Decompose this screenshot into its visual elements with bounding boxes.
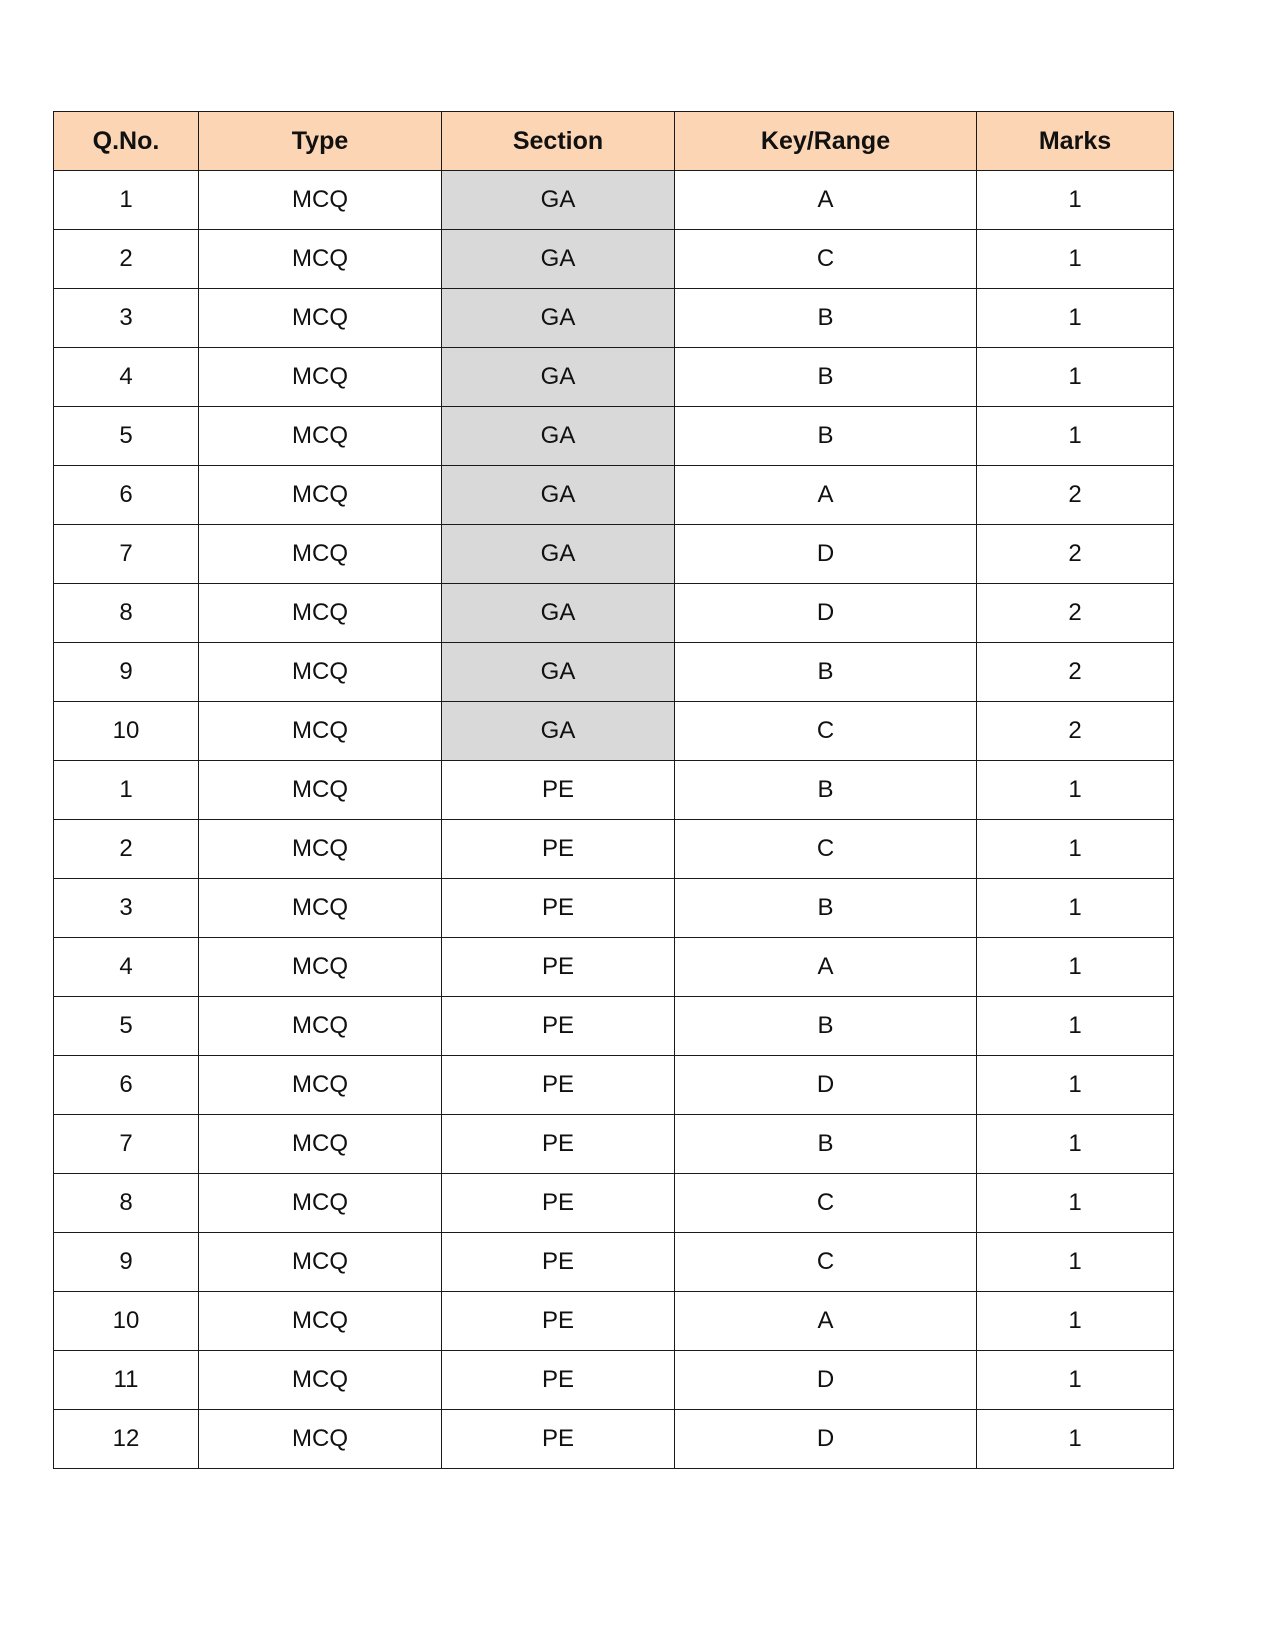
table-row (54, 1056, 1174, 1115)
cell-type: MCQ (199, 1233, 442, 1292)
table-row (54, 1233, 1174, 1292)
header-type: Type (199, 112, 442, 171)
cell-type: MCQ (199, 820, 442, 879)
table-row (54, 525, 1174, 584)
cell-marks: 1 (977, 1292, 1174, 1351)
cell-type: MCQ (199, 525, 442, 584)
cell-qno: 9 (54, 643, 199, 702)
table-header-row (54, 112, 1174, 171)
header-qno: Q.No. (54, 112, 199, 171)
cell-marks: 1 (977, 171, 1174, 230)
cell-key: B (675, 997, 977, 1056)
cell-type: MCQ (199, 289, 442, 348)
cell-type: MCQ (199, 466, 442, 525)
cell-section: PE (442, 1115, 675, 1174)
cell-qno: 3 (54, 879, 199, 938)
table-row (54, 1174, 1174, 1233)
cell-section: PE (442, 1410, 675, 1469)
table-row (54, 407, 1174, 466)
cell-key: C (675, 702, 977, 761)
answer-key-table (53, 111, 1174, 1469)
cell-type: MCQ (199, 643, 442, 702)
cell-marks: 1 (977, 407, 1174, 466)
cell-section: GA (442, 171, 675, 230)
header-section: Section (442, 112, 675, 171)
cell-type: MCQ (199, 230, 442, 289)
cell-qno: 2 (54, 230, 199, 289)
cell-type: MCQ (199, 171, 442, 230)
cell-section: GA (442, 230, 675, 289)
cell-marks: 1 (977, 230, 1174, 289)
cell-key: D (675, 1351, 977, 1410)
cell-marks: 1 (977, 1056, 1174, 1115)
table-row (54, 879, 1174, 938)
cell-qno: 7 (54, 1115, 199, 1174)
cell-key: B (675, 407, 977, 466)
cell-marks: 1 (977, 761, 1174, 820)
cell-section: GA (442, 466, 675, 525)
cell-marks: 1 (977, 938, 1174, 997)
cell-section: PE (442, 1292, 675, 1351)
header-key-range: Key/Range (675, 112, 977, 171)
cell-type: MCQ (199, 584, 442, 643)
table-row (54, 702, 1174, 761)
cell-section: PE (442, 997, 675, 1056)
cell-type: MCQ (199, 348, 442, 407)
cell-marks: 1 (977, 348, 1174, 407)
cell-key: B (675, 761, 977, 820)
cell-key: B (675, 643, 977, 702)
table-row (54, 1410, 1174, 1469)
cell-qno: 2 (54, 820, 199, 879)
cell-section: GA (442, 584, 675, 643)
table-row (54, 348, 1174, 407)
header-marks: Marks (977, 112, 1174, 171)
cell-marks: 1 (977, 1410, 1174, 1469)
cell-section: GA (442, 702, 675, 761)
cell-section: PE (442, 1174, 675, 1233)
cell-marks: 2 (977, 466, 1174, 525)
cell-section: GA (442, 348, 675, 407)
cell-key: B (675, 348, 977, 407)
cell-qno: 4 (54, 348, 199, 407)
cell-key: D (675, 1410, 977, 1469)
cell-key: C (675, 1174, 977, 1233)
cell-type: MCQ (199, 997, 442, 1056)
cell-section: PE (442, 820, 675, 879)
cell-marks: 1 (977, 997, 1174, 1056)
cell-section: PE (442, 1351, 675, 1410)
cell-qno: 1 (54, 761, 199, 820)
cell-section: PE (442, 879, 675, 938)
cell-section: PE (442, 1056, 675, 1115)
cell-section: GA (442, 525, 675, 584)
cell-marks: 1 (977, 820, 1174, 879)
cell-type: MCQ (199, 407, 442, 466)
cell-marks: 1 (977, 289, 1174, 348)
cell-section: GA (442, 289, 675, 348)
cell-marks: 2 (977, 702, 1174, 761)
cell-key: A (675, 171, 977, 230)
cell-key: A (675, 466, 977, 525)
cell-key: D (675, 525, 977, 584)
table-body (54, 171, 1174, 1469)
table-row (54, 997, 1174, 1056)
cell-key: A (675, 1292, 977, 1351)
cell-qno: 12 (54, 1410, 199, 1469)
cell-marks: 2 (977, 525, 1174, 584)
table-row (54, 466, 1174, 525)
cell-qno: 5 (54, 407, 199, 466)
cell-qno: 8 (54, 584, 199, 643)
cell-qno: 3 (54, 289, 199, 348)
cell-type: MCQ (199, 1351, 442, 1410)
cell-marks: 1 (977, 1115, 1174, 1174)
cell-section: PE (442, 938, 675, 997)
table-row (54, 1115, 1174, 1174)
cell-type: MCQ (199, 1056, 442, 1115)
table-row (54, 1292, 1174, 1351)
cell-key: B (675, 879, 977, 938)
cell-qno: 1 (54, 171, 199, 230)
cell-key: D (675, 1056, 977, 1115)
cell-marks: 2 (977, 584, 1174, 643)
table-row (54, 643, 1174, 702)
cell-qno: 5 (54, 997, 199, 1056)
cell-qno: 8 (54, 1174, 199, 1233)
cell-qno: 6 (54, 466, 199, 525)
cell-type: MCQ (199, 702, 442, 761)
cell-type: MCQ (199, 938, 442, 997)
cell-type: MCQ (199, 1292, 442, 1351)
cell-qno: 10 (54, 702, 199, 761)
cell-key: B (675, 289, 977, 348)
table-row (54, 230, 1174, 289)
cell-key: C (675, 230, 977, 289)
table-row (54, 289, 1174, 348)
cell-key: D (675, 584, 977, 643)
cell-section: GA (442, 643, 675, 702)
cell-type: MCQ (199, 1174, 442, 1233)
cell-type: MCQ (199, 1410, 442, 1469)
cell-type: MCQ (199, 1115, 442, 1174)
cell-section: PE (442, 761, 675, 820)
cell-type: MCQ (199, 879, 442, 938)
cell-qno: 7 (54, 525, 199, 584)
cell-qno: 11 (54, 1351, 199, 1410)
cell-marks: 2 (977, 643, 1174, 702)
table-row (54, 171, 1174, 230)
cell-marks: 1 (977, 879, 1174, 938)
table-row (54, 938, 1174, 997)
cell-qno: 6 (54, 1056, 199, 1115)
table-row (54, 1351, 1174, 1410)
table-row (54, 584, 1174, 643)
cell-marks: 1 (977, 1233, 1174, 1292)
cell-section: PE (442, 1233, 675, 1292)
cell-key: A (675, 938, 977, 997)
cell-key: C (675, 820, 977, 879)
cell-qno: 10 (54, 1292, 199, 1351)
cell-key: C (675, 1233, 977, 1292)
cell-qno: 9 (54, 1233, 199, 1292)
cell-marks: 1 (977, 1174, 1174, 1233)
table-row (54, 820, 1174, 879)
cell-section: GA (442, 407, 675, 466)
cell-type: MCQ (199, 761, 442, 820)
cell-key: B (675, 1115, 977, 1174)
table-row (54, 761, 1174, 820)
cell-marks: 1 (977, 1351, 1174, 1410)
cell-qno: 4 (54, 938, 199, 997)
